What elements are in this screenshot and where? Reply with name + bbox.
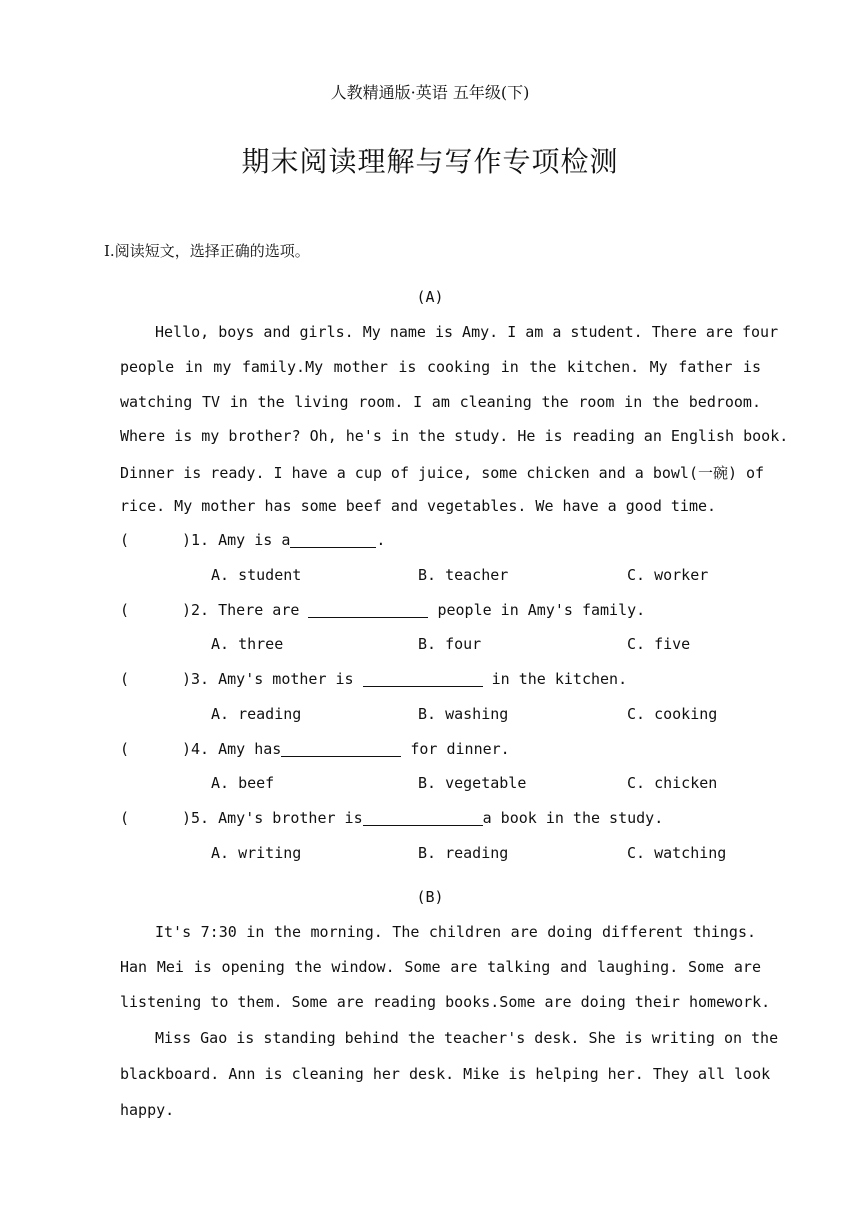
option-b[interactable]: B. reading: [418, 844, 509, 862]
passage-b-line: happy.: [120, 1101, 175, 1119]
passage-a-label: (A): [416, 288, 444, 306]
option-c[interactable]: C. cooking: [627, 705, 718, 723]
passage-a-line: rice. My mother has some beef and vegetables. We have a good time.: [120, 497, 717, 515]
option-c[interactable]: C. worker: [627, 566, 709, 584]
option-c[interactable]: C. chicken: [627, 774, 718, 792]
answer-paren-open[interactable]: (: [120, 670, 130, 688]
question-text-end: people in Amy's family.: [428, 601, 646, 619]
question-text-end: for dinner.: [401, 740, 510, 758]
section-heading: Ⅰ.阅读短文，选择正确的选项。: [104, 242, 310, 260]
question-4: [120, 740, 510, 758]
answer-blank: [308, 601, 428, 618]
option-b[interactable]: B. vegetable: [418, 774, 527, 792]
question-text: Amy's brother is: [218, 809, 363, 827]
option-a[interactable]: A. three: [211, 635, 284, 653]
passage-b-line: listening to them. Some are reading books.Some are doing their homework.: [120, 993, 771, 1011]
answer-paren-close: ): [182, 531, 192, 549]
question-number: 3.: [191, 670, 210, 688]
option-a[interactable]: A. student: [211, 566, 302, 584]
answer-blank: [281, 740, 401, 757]
question-number: 1.: [191, 531, 210, 549]
option-c[interactable]: C. five: [627, 635, 691, 653]
answer-blank: [363, 670, 483, 687]
question-number: 2.: [191, 601, 210, 619]
answer-blank: [363, 809, 483, 826]
option-c[interactable]: C. watching: [627, 844, 727, 862]
option-a[interactable]: A. writing: [211, 844, 302, 862]
question-text: Amy is a: [218, 531, 291, 549]
passage-a-line: Dinner is ready. I have a cup of juice, some chicken and a bowl(一碗) of: [120, 464, 765, 482]
passage-b-line: blackboard. Ann is cleaning her desk. Mike is helping her. They all look: [120, 1065, 771, 1083]
answer-paren-open[interactable]: (: [120, 601, 130, 619]
answer-paren-open[interactable]: (: [120, 740, 130, 758]
answer-paren-close: ): [182, 740, 192, 758]
option-b[interactable]: B. four: [418, 635, 482, 653]
answer-paren-open[interactable]: (: [120, 809, 130, 827]
question-text: Amy's mother is: [218, 670, 363, 688]
option-a[interactable]: A. reading: [211, 705, 302, 723]
question-number: 5.: [191, 809, 210, 827]
page-header: 人教精通版·英语 五年级(下): [330, 83, 530, 102]
passage-a-line: people in my family.My mother is cooking in the kitchen. My father is: [120, 358, 761, 376]
question-3: [120, 670, 627, 688]
question-text-end: in the kitchen.: [482, 670, 628, 688]
question-5: [120, 809, 663, 827]
answer-paren-close: ): [182, 670, 192, 688]
option-b[interactable]: B. washing: [418, 705, 509, 723]
option-a[interactable]: A. beef: [211, 774, 275, 792]
question-number: 4.: [191, 740, 210, 758]
answer-paren-close: ): [182, 601, 192, 619]
answer-paren-close: ): [182, 809, 192, 827]
passage-b-label: (B): [416, 888, 444, 906]
page-title: 期末阅读理解与写作专项检测: [241, 145, 619, 178]
passage-a-line: Hello, boys and girls. My name is Amy. I am a student. There are four: [155, 323, 779, 341]
passage-b-line: Miss Gao is standing behind the teacher's desk. She is writing on the: [155, 1029, 779, 1047]
option-b[interactable]: B. teacher: [418, 566, 509, 584]
passage-a-line: watching TV in the living room. I am cleaning the room in the bedroom.: [120, 393, 761, 411]
question-2: [120, 601, 645, 619]
question-text-end: a book in the study.: [482, 809, 664, 827]
passage-a-line: Where is my brother? Oh, he's in the study. He is reading an English book.: [120, 427, 789, 445]
answer-blank: [290, 531, 376, 548]
question-text: There are: [218, 601, 309, 619]
question-text-end: .: [376, 531, 386, 549]
question-text: Amy has: [218, 740, 282, 758]
passage-b-line: It's 7:30 in the morning. The children are doing different things.: [155, 923, 756, 941]
answer-paren-open[interactable]: (: [120, 531, 130, 549]
question-1: [120, 531, 385, 549]
passage-b-line: Han Mei is opening the window. Some are talking and laughing. Some are: [120, 958, 761, 976]
